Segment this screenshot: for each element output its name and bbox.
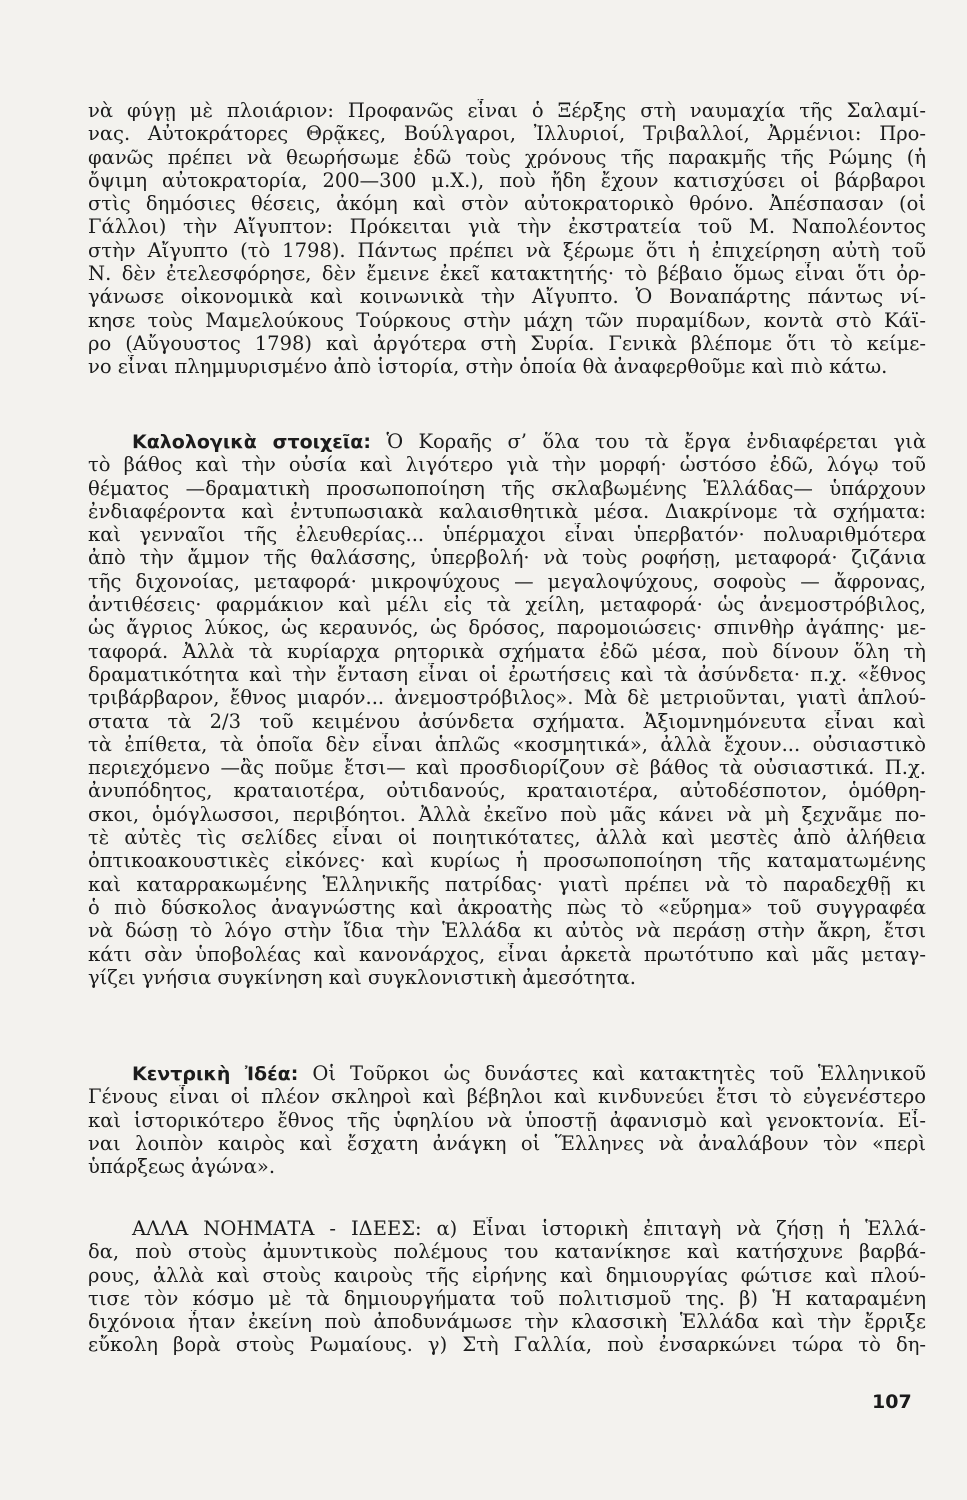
section-heading: ΑΛΛΑ ΝΟΗΜΑΤΑ - ΙΔΕΕΣ: (132, 1217, 422, 1240)
other-ideas-section (88, 1217, 926, 1357)
section-heading: Καλολογικὰ στοιχεῖα: (132, 431, 371, 453)
text-line: ἐνδιαφέροντα καὶ ἐντυπωσιακὰ καλαισθητικὰ μέσα. Διακρίνομε τὰ σχήματα: (88, 499, 926, 523)
text-line: καὶ γενναῖοι τῆς ἐλευθερίας... ὑπέρμαχοι εἶναι ὑπερβατόν· πολυαριθμότερα (88, 523, 926, 547)
text-line: δραματικότητα καὶ τὴν ἔνταση εἶναι οἱ ἐρωτήσεις καὶ τὰ ἀσύνδετα· π.χ. «ἔθνος (88, 662, 926, 686)
text-line: στὶς δημόσιες θέσεις, ἀκόμη καὶ στὸν αὐτοκρατορικὸ θρόνο. Ἀπέσπασαν (οἱ (88, 192, 926, 216)
text-line: καὶ καταρρακωμένης Ἑλληνικῆς πατρίδας· γιατὶ πρέπει νὰ τὸ παραδεχθῇ κι (88, 872, 926, 896)
text-line: περιεχόμενο —ἂς ποῦμε ἔτσι— καὶ προσδιορίζουν σὲ βάθος τὰ οὐσιαστικά. Π.χ. (88, 756, 926, 780)
text-line: διχόνοια ἦταν ἐκείνη ποὺ ἀποδυνάμωσε τὴν κλασσικὴ Ἑλλάδα καὶ τὴν ἔρριξε (88, 1310, 926, 1334)
text-line: σκοι, ὁμόγλωσσοι, περιβόητοι. Ἀλλὰ ἐκεῖνο ποὺ μᾶς κάνει νὰ μὴ ξεχνᾶμε πο- (88, 802, 926, 826)
text-line: τὰ ἐπίθετα, τὰ ὁποῖα δὲν εἶναι ἁπλῶς «κοσμητικά», ἀλλὰ ἔχουν... οὐσιαστικὸ (88, 732, 926, 756)
text-line: ρους, ἀλλὰ καὶ στοὺς καιροὺς τῆς εἰρήνης καὶ δημιουργίας φώτισε καὶ πλού- (88, 1263, 926, 1287)
text-line: ἀντιθέσεις· φαρμάκιον καὶ μέλι εἰς τὰ χείλη, μεταφορά· ὡς ἀνεμοστρόβιλος, (88, 593, 926, 617)
text-line: ὡς ἄγριος λύκος, ὡς κεραυνός, ὡς δρόσος, παρομοιώσεις· σπινθὴρ ἀγάπης· με- (88, 616, 926, 640)
text-line: καὶ ἱστορικότερο ἔθνος τῆς ὑφηλίου νὰ ὑποστῇ ἀφανισμὸ καὶ γενοκτονία. Εἶ- (88, 1108, 926, 1132)
text-line: εὔκολη βορὰ στοὺς Ρωμαίους. γ) Στὴ Γαλλία, ποὺ ἐνσαρκώνει τώρα τὸ δη- (88, 1333, 926, 1357)
text-line: ὀπτικοακουστικὲς εἰκόνες· καὶ κυρίως ἡ προσωποποίηση τῆς καταματωμένης (88, 849, 926, 873)
section-heading: Κεντρικὴ Ἰδέα: (132, 1063, 299, 1085)
text-line: ρο (Αὔγουστος 1798) καὶ ἀργότερα στὴ Συρία. Γενικὰ βλέπομε ὅτι τὸ κείμε- (88, 331, 926, 355)
text-line: τισε τὸν κόσμο μὲ τὰ δημιουργήματα τοῦ πολιτισμοῦ της. β) Ἡ καταραμένη (88, 1286, 926, 1310)
text-line (88, 430, 926, 453)
central-idea-section (88, 1062, 926, 1178)
text-line (88, 1062, 926, 1085)
text-line: νὰ φύγῃ μὲ πλοιάριον: Προφανῶς εἶναι ὁ Ξέρξης στὴ ναυμαχία τῆς Σαλαμί- (88, 99, 926, 122)
text-line: ὁ πιὸ δύσκολος ἀναγνώστης καὶ ἀκροατὴς πὼς τὸ «εὕρημα» τοῦ συγγραφέα (88, 895, 926, 919)
text-line: νὰ δώσῃ τὸ λόγο στὴν ἴδια τὴν Ἑλλάδα κι αὐτὸς νὰ περάσῃ στὴν ἄκρη, ἔτσι (88, 919, 926, 943)
text-line: φανῶς πρέπει νὰ θεωρήσωμε ἐδῶ τοὺς χρόνους τῆς παρακμῆς τῆς Ρώμης (ἡ (88, 145, 926, 169)
text-line: ταφορά. Ἀλλὰ τὰ κυρίαρχα ρητορικὰ σχήματα ἐδῶ μέσα, ποὺ δίνουν ὅλη τὴ (88, 639, 926, 663)
history-paragraph (88, 99, 926, 379)
text-line: τριβάρβαρον, ἔθνος μιαρόν... ἀνεμοστρόβιλος». Μὰ δὲ μετριοῦνται, γιατὶ ἁπλού- (88, 686, 926, 710)
text-line: Γάλλοι) τὴν Αἴγυπτον: Πρόκειται γιὰ τὴν ἐκστρατεία τοῦ Μ. Ναπολέοντος (88, 215, 926, 239)
text-line: δα, ποὺ στοὺς ἀμυντικοὺς πολέμους του κατανίκησε καὶ κατήσχυνε βαρβά- (88, 1240, 926, 1264)
text-line: ὑπάρξεως ἀγώνα». (88, 1155, 276, 1179)
text-line: ναι λοιπὸν καιρὸς καὶ ἔσχατη ἀνάγκη οἱ Ἕλληνες νὰ ἀναλάβουν τὸν «περὶ (88, 1131, 926, 1155)
text-line: ἀνυπόδητος, κραταιοτέρα, οὐτιδανούς, κραταιοτέρα, αὐτοδέσποτον, ὁμόθρη- (88, 779, 926, 803)
page-number: 107 (872, 1391, 912, 1413)
text-line: κάτι σὰν ὑποβολέας καὶ κανονάρχος, εἶναι ἀρκετὰ πρωτότυπο καὶ μᾶς μεταγ- (88, 942, 926, 966)
text-segment: α) Εἶναι ἱστορικὴ ἐπιταγὴ νὰ ζήσῃ ἡ Ἑλλά- (421, 1217, 926, 1240)
text-segment: Οἱ Τοῦρκοι ὡς δυνάστες καὶ κατακτητὲς τοῦ Ἑλληνικοῦ (298, 1062, 926, 1085)
text-segment: Ὁ Κοραῆς σ’ ὅλα του τὰ ἔργα ἐνδιαφέρεται γιὰ (370, 430, 926, 453)
text-line: Ν. δὲν ἐτελεσφόρησε, δὲν ἔμεινε ἐκεῖ κατακτητής· τὸ βέβαιο ὅμως εἶναι ὅτι ὀρ- (88, 262, 926, 286)
text-line: γίζει γνήσια συγκίνηση καὶ συγκλονιστικὴ ἀμεσότητα. (88, 965, 636, 989)
text-line: τῆς διχονοίας, μεταφορά· μικροψύχους — μεγαλοψύχους, σοφοὺς — ἄφρονας, (88, 569, 926, 593)
text-line: νας. Αὐτοκράτορες Θρᾷκες, Βούλγαροι, Ἰλλυριοί, Τριβαλλοί, Ἀρμένιοι: Προ- (88, 122, 926, 146)
text-line: Γένους εἶναι οἱ πλέον σκληροὶ καὶ βέβηλοι καὶ κινδυνεύει ἔτσι τὸ εὐγενέστερο (88, 1085, 926, 1109)
text-line: ὄψιμη αὐτοκρατορία, 200—300 μ.Χ.), ποὺ ἤδη ἔχουν κατισχύσει οἱ βάρβαροι (88, 168, 926, 192)
text-line: ἀπὸ τὴν ἄμμον τῆς θαλάσσης, ὑπερβολή· νὰ τοὺς ροφήσῃ, μεταφορά· ζιζάνια (88, 546, 926, 570)
text-line (88, 1217, 926, 1240)
text-line: γάνωσε οἰκονομικὰ καὶ κοινωνικὰ τὴν Αἴγυπτο. Ὁ Βοναπάρτης πάντως νί- (88, 285, 926, 309)
text-line: στατα τὰ 2/3 τοῦ κειμένου ἀσύνδετα σχήματα. Ἀξιομνημόνευτα εἶναι καὶ (88, 709, 926, 733)
aesthetics-section (88, 430, 926, 989)
text-line: θέματος —δραματικὴ προσωποποίηση τῆς σκλαβωμένης Ἑλλάδας— ὑπάρχουν (88, 476, 926, 500)
text-line: τὸ βάθος καὶ τὴν οὐσία καὶ λιγότερο γιὰ τὴν μορφή· ὡστόσο ἐδῶ, λόγῳ τοῦ (88, 453, 926, 477)
text-line: στὴν Αἴγυπτο (τὸ 1798). Πάντως πρέπει νὰ ξέρωμε ὅτι ἡ ἐπιχείρηση αὐτὴ τοῦ (88, 238, 926, 262)
text-line: κησε τοὺς Μαμελούκους Τούρκους στὴν μάχη τῶν πυραμίδων, κοντὰ στὸ Κάϊ- (88, 308, 926, 332)
text-line: νο εἶναι πλημμυρισμένο ἀπὸ ἱστορία, στὴν ὁποία θὰ ἀναφερθοῦμε καὶ πιὸ κάτω. (88, 355, 888, 379)
text-line: τὲ αὐτὲς τὶς σελίδες εἶναι οἱ ποιητικότατες, ἀλλὰ καὶ μεστὲς ἀπὸ ἀλήθεια (88, 826, 926, 850)
